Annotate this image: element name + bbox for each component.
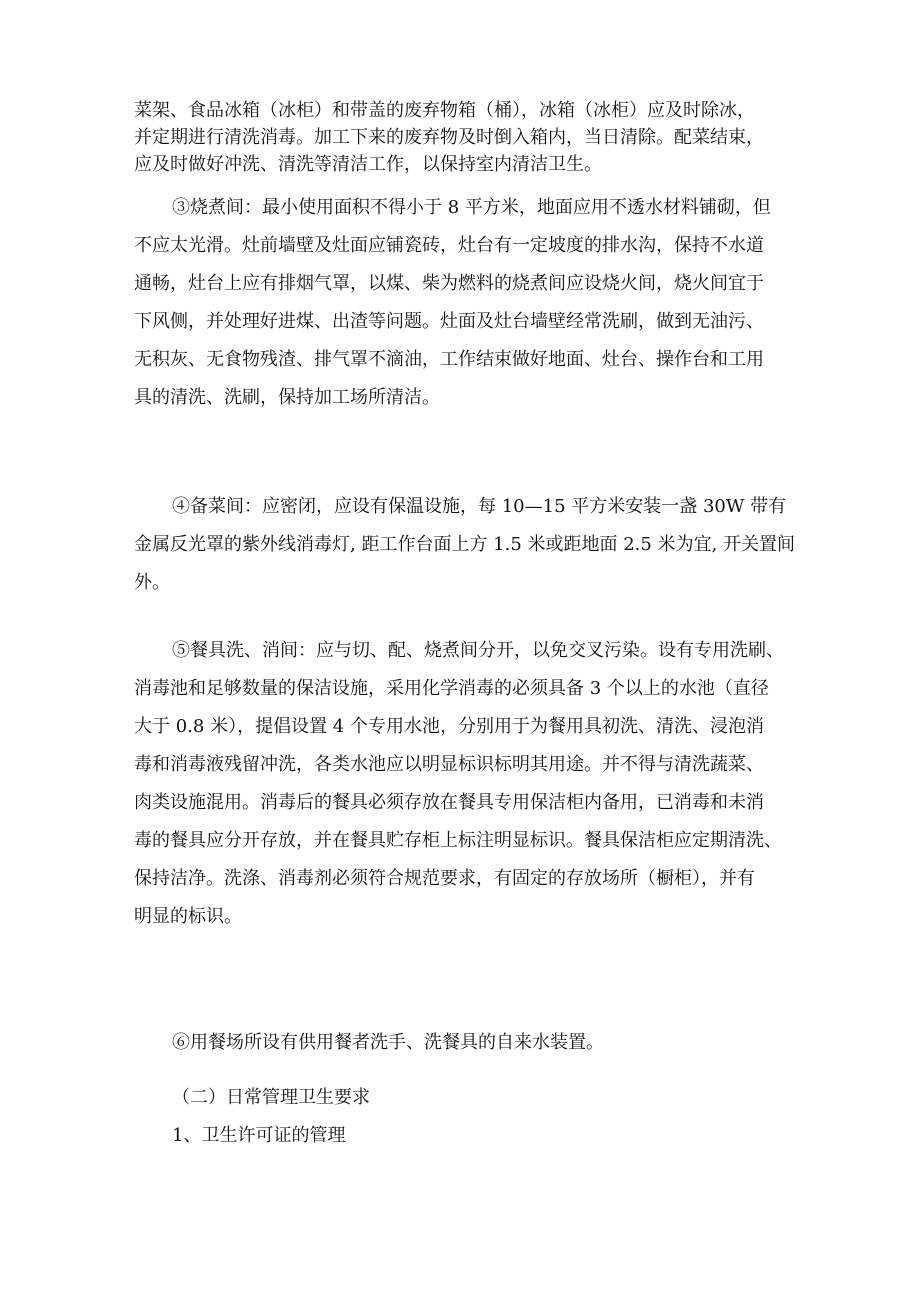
paragraph-canju-room <box>134 632 804 936</box>
text-line: 不应太光滑。灶前墙壁及灶面应铺瓷砖，灶台有一定坡度的排水沟，保持不水道 <box>134 235 764 256</box>
section-heading-daily-management <box>172 1079 572 1117</box>
text-line: 肉类设施混用。消毒后的餐具必须存放在餐具专用保洁柜内备用，已消毒和未消 <box>134 792 764 813</box>
text-line: 大于 0.8 米），提倡设置 4 个专用水池，分别用于为餐用具初洗、清洗、浸泡消 <box>134 716 764 737</box>
text-line: 并定期进行清洗消毒。加工下来的废弃物及时倒入箱内，当日清除。配菜结束， <box>134 127 764 148</box>
heading-text: （二）日常管理卫生要求 <box>172 1087 370 1108</box>
text-line: 具的清洗、洗刷，保持加工场所清洁。 <box>134 387 440 408</box>
text-line: 外。 <box>134 572 170 593</box>
text-line: 通畅，灶台上应有排烟气罩，以煤、柴为燃料的烧煮间应设烧火间，烧火间宜于 <box>134 273 764 294</box>
text-line: 下风侧，并处理好进煤、出渣等问题。灶面及灶台墙壁经常洗刷，做到无油污、 <box>134 311 764 332</box>
text-line: 消毒池和足够数量的保洁设施，采用化学消毒的必须具备 3 个以上的水池（直径 <box>134 678 769 699</box>
text-line: ⑥用餐场所设有供用餐者洗手、洗餐具的自来水装置。 <box>172 1032 604 1053</box>
paragraph-beicai-room <box>134 488 804 602</box>
text-line: 无积灰、无食物残渣、排气罩不滴油，工作结束做好地面、灶台、操作台和工用 <box>134 349 764 370</box>
text-line: 金属反光罩的紫外线消毒灯, 距工作台面上方 1.5 米或距地面 2.5 米为宜, 开关置间 <box>134 534 796 555</box>
paragraph-peicai-continuation <box>134 97 814 178</box>
text-line: 菜架、食品冰箱（冰柜）和带盖的废弃物箱（桶），冰箱（冰柜）应及时除冰， <box>134 100 755 121</box>
heading-text: 1、卫生许可证的管理 <box>172 1125 346 1146</box>
paragraph-dining-area <box>134 1024 804 1062</box>
text-line: 保持洁净。洗涤、消毒剂必须符合规范要求，有固定的存放场所（橱柜），并有 <box>134 868 755 889</box>
text-line: 毒的餐具应分开存放，并在餐具贮存柜上标注明显标识。餐具保洁柜应定期清洗、 <box>134 830 782 851</box>
paragraph-shaozhu-room <box>134 189 804 417</box>
text-line: 应及时做好冲洗、清洗等清洁工作，以保持室内清洁卫生。 <box>134 154 602 175</box>
text-line: ④备菜间：应密闭，应设有保温设施，每 10—15 平方米安装一盏 30W 带有 <box>172 496 787 517</box>
text-line: ③烧煮间：最小使用面积不得小于 8 平方米，地面应用不透水材料铺砌，但 <box>172 197 771 218</box>
subsection-heading-license <box>172 1117 572 1155</box>
text-line: 明显的标识。 <box>134 906 242 927</box>
text-line: ⑤餐具洗、消间：应与切、配、烧煮间分开，以免交叉污染。设有专用洗刷、 <box>172 640 784 661</box>
text-line: 毒和消毒液残留冲洗，各类水池应以明显标识标明其用途。并不得与清洗蔬菜、 <box>134 754 764 775</box>
